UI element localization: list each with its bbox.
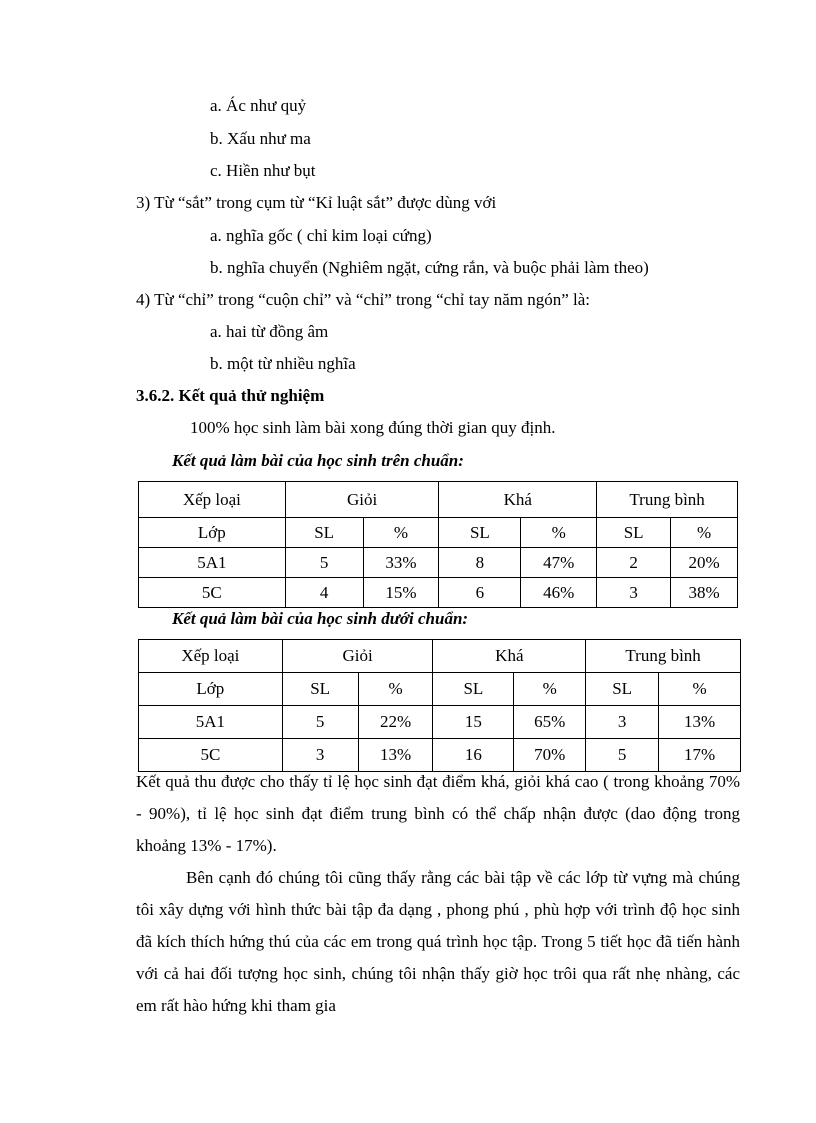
cell-tb-sl: 2: [597, 548, 671, 578]
header-sl: SL: [285, 518, 363, 548]
cell-lop: 5A1: [139, 706, 283, 739]
cell-lop: 5A1: [139, 548, 286, 578]
header-kha: Khá: [439, 482, 597, 518]
cell-tb-sl: 5: [586, 739, 659, 772]
cell-kha-sl: 16: [433, 739, 514, 772]
header-lop: Lớp: [139, 673, 283, 706]
cell-gioi-pct: 33%: [363, 548, 439, 578]
header-gioi: Giỏi: [282, 640, 433, 673]
question-4-option-b: b. một từ nhiều nghĩa: [210, 354, 356, 373]
cell-gioi-sl: 5: [282, 706, 358, 739]
cell-gioi-pct: 13%: [358, 739, 433, 772]
table1-caption: Kết quả làm bài của học sinh trên chuẩn:: [172, 451, 464, 470]
header-pct: %: [514, 673, 586, 706]
cell-tb-pct: 20%: [671, 548, 738, 578]
cell-tb-sl: 3: [597, 578, 671, 608]
results-table-below-standard: [138, 639, 741, 772]
header-sl: SL: [439, 518, 521, 548]
question-3-option-a: a. nghĩa gốc ( chỉ kim loại cứng): [210, 226, 432, 245]
cell-gioi-sl: 3: [282, 739, 358, 772]
results-summary-text: Kết quả thu được cho thấy tỉ lệ học sinh đạt điểm khá, giỏi khá cao ( trong khoảng 70% - 90%), tỉ lệ học sinh đạt điểm trung bình có thể chấp nhận được (dao động trong khoảng 13% - 17%).: [136, 772, 740, 855]
cell-gioi-pct: 15%: [363, 578, 439, 608]
header-sl: SL: [433, 673, 514, 706]
cell-kha-sl: 8: [439, 548, 521, 578]
option-b-xau-nhu-ma: b. Xấu như ma: [210, 129, 311, 148]
cell-tb-pct: 13%: [659, 706, 741, 739]
header-xep-loai: Xếp loại: [139, 482, 286, 518]
cell-gioi-pct: 22%: [358, 706, 433, 739]
cell-kha-sl: 6: [439, 578, 521, 608]
header-pct: %: [671, 518, 738, 548]
discussion-text: Bên cạnh đó chúng tôi cũng thấy rằng các bài tập về các lớp từ vựng mà chúng tôi xây dựng với hình thức bài tập đa dạng , phong phú , phù hợp với trình độ học sinh đã kích thích hứng thú của các em trong quá trình học tập. Trong 5 tiết học đã tiến hành với cả hai đối tượng học sinh, chúng tôi nhận thấy giờ học trôi qua rất nhẹ nhàng, các em rất hào hứng khi tham gia: [136, 868, 740, 1015]
cell-gioi-sl: 5: [285, 548, 363, 578]
cell-tb-pct: 38%: [671, 578, 738, 608]
cell-kha-pct: 65%: [514, 706, 586, 739]
cell-tb-pct: 17%: [659, 739, 741, 772]
question-4: 4) Từ “chỉ” trong “cuộn chỉ” và “chỉ” trong “chỉ tay năm ngón” là:: [136, 290, 591, 309]
question-3: 3) Từ “sắt” trong cụm từ “Kỉ luật sắt” được dùng với: [136, 193, 497, 212]
header-gioi: Giỏi: [285, 482, 439, 518]
header-pct: %: [358, 673, 433, 706]
cell-kha-pct: 47%: [521, 548, 597, 578]
header-pct: %: [659, 673, 741, 706]
table-row: [139, 706, 741, 739]
header-trung-binh: Trung bình: [586, 640, 741, 673]
question-3-option-b: b. nghĩa chuyển (Nghiêm ngặt, cứng rắn, và buộc phải làm theo): [210, 258, 649, 277]
header-xep-loai: Xếp loại: [139, 640, 283, 673]
discussion-paragraph: [136, 862, 740, 1022]
cell-kha-sl: 15: [433, 706, 514, 739]
cell-lop: 5C: [139, 578, 286, 608]
header-sl: SL: [586, 673, 659, 706]
section-heading: 3.6.2. Kết quả thử nghiệm: [136, 386, 325, 405]
option-c-hien-nhu-but: c. Hiền như bụt: [210, 161, 316, 180]
header-sl: SL: [597, 518, 671, 548]
cell-tb-sl: 3: [586, 706, 659, 739]
question-4-option-a: a. hai từ đồng âm: [210, 322, 329, 341]
cell-gioi-sl: 4: [285, 578, 363, 608]
option-a-ac-nhu-quy: a. Ác như quỷ: [210, 96, 307, 115]
table-row: [139, 578, 738, 608]
cell-lop: 5C: [139, 739, 283, 772]
header-pct: %: [363, 518, 439, 548]
cell-kha-pct: 70%: [514, 739, 586, 772]
header-trung-binh: Trung bình: [597, 482, 738, 518]
section-intro: 100% học sinh làm bài xong đúng thời gian quy định.: [190, 418, 556, 437]
cell-kha-pct: 46%: [521, 578, 597, 608]
results-table-above-standard: [138, 481, 738, 608]
table2-caption: Kết quả làm bài của học sinh dưới chuẩn:: [172, 609, 469, 628]
results-summary-paragraph: [136, 766, 740, 862]
table-row: [139, 548, 738, 578]
header-kha: Khá: [433, 640, 586, 673]
header-pct: %: [521, 518, 597, 548]
header-sl: SL: [282, 673, 358, 706]
header-lop: Lớp: [139, 518, 286, 548]
